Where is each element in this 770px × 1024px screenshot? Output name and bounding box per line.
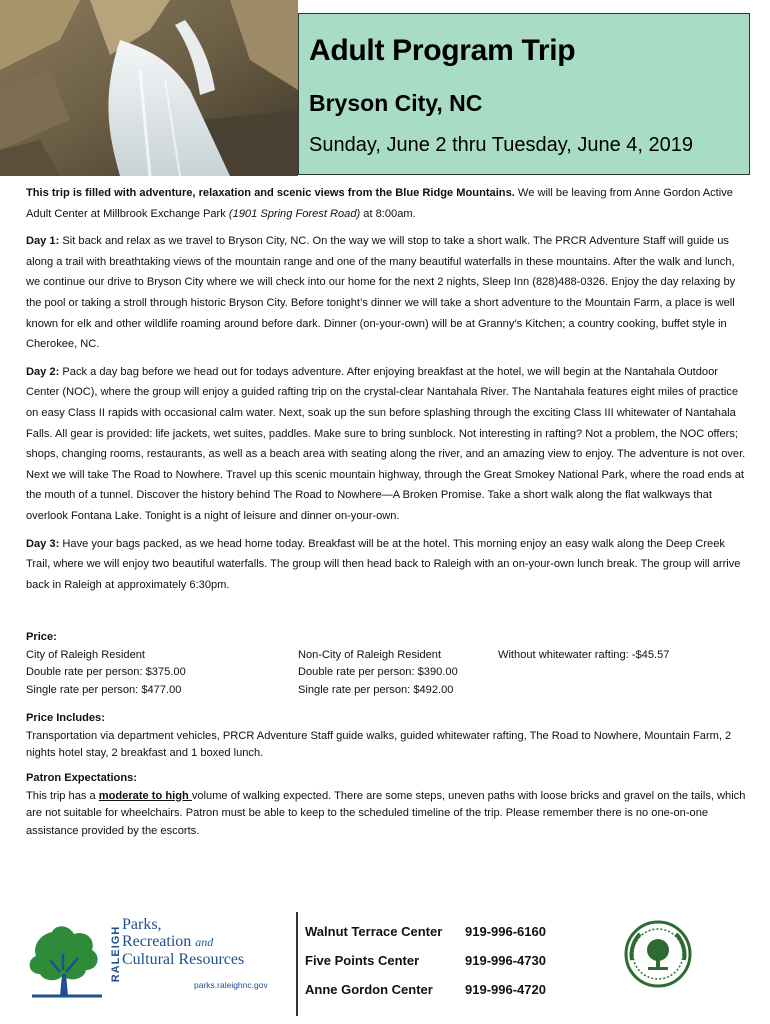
contact-list <box>305 917 546 1004</box>
resident-label: City of Raleigh Resident <box>26 648 146 661</box>
nonresident-single: Single rate per person: $492.00 <box>298 683 454 696</box>
trip-dates: Sunday, June 2 thru Tuesday, June 4, 2019 <box>309 134 693 156</box>
logo-text <box>122 916 244 968</box>
intro-text-1: We will be leaving from Anne Gordon Active Adult Center at Millbrook Exchange Park <box>26 187 733 220</box>
day-text: Pack a day bag before we head out for todays adventure. After enjoying breakfast at the hotel, we will begin at the Nantahala Outdoor Center (NOC), where the group will enjoy a guided rafting trip on the crystal-clear Nantahala River. The Nantahala features eight miles of practice on easy Class II rapids with occasional calm water. Next, soak up the sun before splashing through the exciting Class III whitewater of Nantahala Falls. All gear is provided: life jackets, wet suites, paddles. Make sure to bring sunblock. Not interesting in rafting? Not a problem, the NOC offers; shops, changing rooms, restaurants, as well as a beach area with seating along the river, and an amazing view to enjoy. The adventure is not over. Next we will take The Road to Nowhere. Travel up this scenic mountain highway, through the Great Smokey National Park, where the road ends at the mouth of a tunnel. Discover the history behind The Road to Nowhere—A Broken Promise. Take a short walk along the flat walkways that overlook Fontana Lake. Tonight is a night of leisure and dinner on-your-own. <box>26 365 746 522</box>
day-text: Have your bags packed, as we head home today. Breakfast will be at the hotel. This morning enjoy an easy walk along the Deep Creek Trail, where we will enjoy two beautiful waterfalls. The group will then head back to Raleigh with an on-your-own lunch break. The group will arrive back in Raleigh at approximately 6:30pm. <box>26 537 741 591</box>
center-name: Anne Gordon Center <box>305 982 433 997</box>
intro-paragraph <box>26 183 746 224</box>
day-label: Day 1: <box>26 235 60 248</box>
center-name: Walnut Terrace Center <box>305 924 443 939</box>
intro-bold: This trip is filled with adventure, relaxation and scenic views from the Blue Ridge Mountains. <box>26 187 515 199</box>
expectations-heading: Patron Expectations: <box>26 772 137 784</box>
contact-row <box>305 975 546 1004</box>
resident-double: Double rate per person: $375.00 <box>26 666 186 678</box>
waterfall-image <box>0 0 298 176</box>
patron-expectations-section <box>26 770 746 840</box>
contact-row <box>305 917 546 946</box>
logo-url: parks.raleighnc.gov <box>194 980 268 990</box>
center-phone: 919-996-4730 <box>465 953 546 968</box>
center-phone: 919-996-6160 <box>465 924 546 939</box>
center-name: Five Points Center <box>305 953 420 968</box>
raleigh-parks-logo <box>22 912 284 998</box>
includes-text: Transportation via department vehicles, PRCR Adventure Staff guide walks, guided whitewater rafting, The Road to Nowhere, Mountain Farm, 2 nights hotel stay, 2 breakfast and 1 boxed lunch. <box>26 729 732 759</box>
price-heading: Price: <box>26 631 57 643</box>
nonresident-prices <box>298 647 498 700</box>
seal-graphic <box>624 920 692 988</box>
walking-level: moderate to high <box>98 789 192 802</box>
nonresident-label: Non-City of Raleigh Resident <box>298 648 442 661</box>
expectations-text-1: This trip has a <box>26 789 99 802</box>
logo-line-2: Recreation and <box>122 933 214 950</box>
resident-single: Single rate per person: $477.00 <box>26 683 182 696</box>
raleigh-wordmark: RALEIGH <box>110 925 122 983</box>
expectations-text-2: volume of walking expected. There are some steps, uneven paths with loose bricks and gravel on the tails, which are not suitable for wheelchairs. Patron must be able to keep to the scheduled timeline of the trip. Please remember there is no one-on-one assistance provided by the escorts. <box>26 789 746 837</box>
day-3-paragraph <box>26 534 746 596</box>
day-label: Day 3: <box>26 537 60 550</box>
price-section <box>26 629 746 699</box>
title-box <box>298 13 750 175</box>
day-1-paragraph <box>26 231 746 355</box>
intro-address: (1901 Spring Forest Road) <box>228 207 361 220</box>
price-includes-section <box>26 710 746 763</box>
logo-line-1: Parks, <box>122 916 162 933</box>
page-title: Adult Program Trip <box>309 34 576 67</box>
day-text: Sit back and relax as we travel to Bryson City, NC. On the way we will stop to take a short walk. The PRCR Adventure Staff will guide us along a trail with breathtaking views of the mountain range and one of the many beautiful waterfalls in these mountains. After the walk and lunch, we continue our drive to Bryson City where we will check into our home for the next 2 nights, Sleep Inn (828)488-0326. Enjoy the day relaxing by the pool or taking a stroll through historic Bryson City. Before tonight’s dinner we will take a short adventure to the Mountain Farm, a place is well known for elk and other wildlife roaming around before dark. Dinner (on-your-own) will be at Granny’s Kitchen; a country cooking, buffet style in Cherokee, NC. <box>26 235 736 351</box>
expectations-text <box>26 788 746 841</box>
trip-location: Bryson City, NC <box>309 90 483 116</box>
day-2-paragraph <box>26 362 746 527</box>
footer-divider <box>296 912 298 1016</box>
waterfall-photo <box>0 0 298 176</box>
nonresident-double: Double rate per person: $390.00 <box>298 666 458 678</box>
city-seal-icon <box>624 920 692 988</box>
rafting-discount: Without whitewater rafting: -$45.57 <box>498 648 670 661</box>
day-label: Day 2: <box>26 365 60 378</box>
resident-prices <box>26 647 298 700</box>
contact-row <box>305 946 546 975</box>
intro-text-2: at 8:00am. <box>360 207 416 220</box>
center-phone: 919-996-4720 <box>465 982 546 997</box>
raleigh-vertical-label <box>106 916 120 996</box>
trip-description <box>26 183 746 602</box>
logo-line-3: Cultural Resources <box>122 951 245 968</box>
includes-heading: Price Includes: <box>26 712 105 724</box>
